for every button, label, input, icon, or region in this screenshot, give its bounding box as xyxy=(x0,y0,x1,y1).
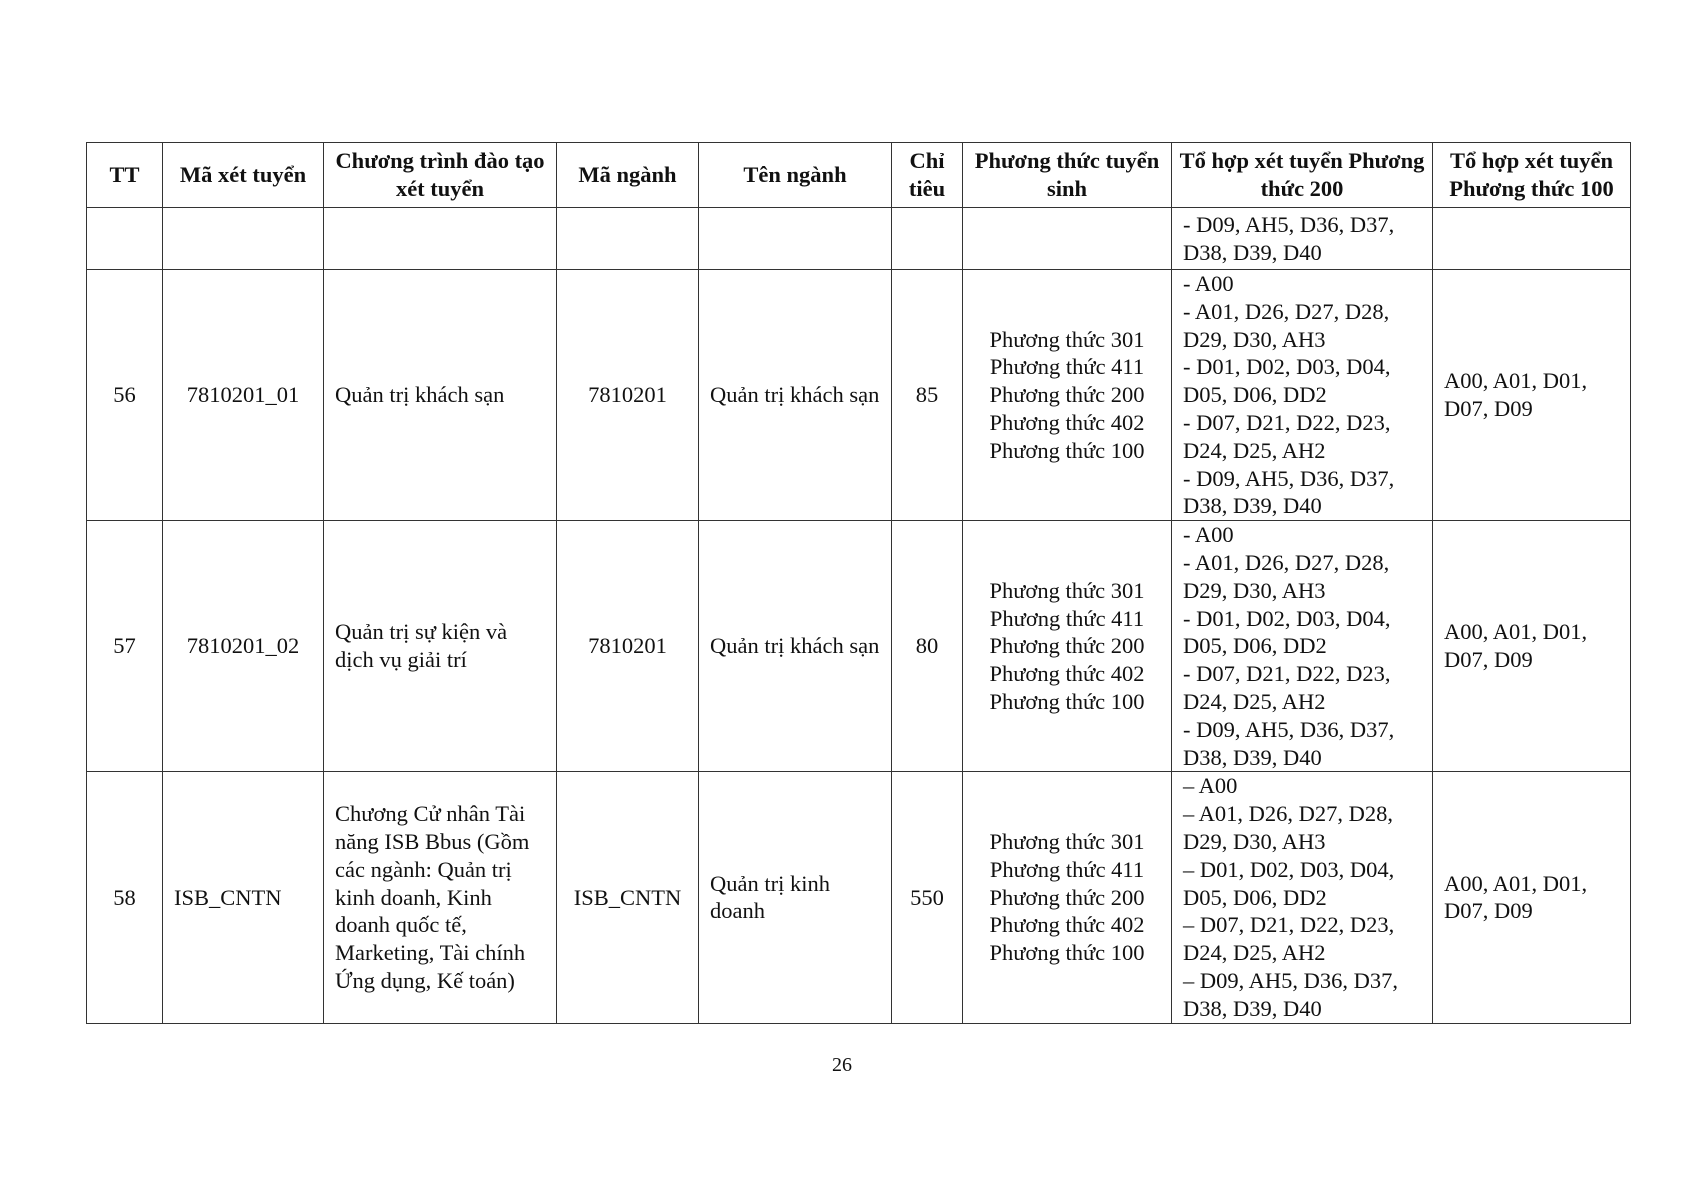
cell-to-hop-200 xyxy=(1172,521,1433,772)
header-ma-xet-tuyen: Mã xét tuyển xyxy=(163,143,324,208)
combo-line: D05, D06, DD2 xyxy=(1183,884,1327,910)
header-chuong-trinh: Chương trình đào tạo xét tuyển xyxy=(324,143,557,208)
combo-line: - A00 xyxy=(1183,271,1234,296)
cell-ma-nganh: ISB_CNTN xyxy=(557,772,699,1023)
header-ma-nganh: Mã ngành xyxy=(557,143,699,208)
combo-line: D29, D30, AH3 xyxy=(1183,577,1326,603)
combo-line: D05, D06, DD2 xyxy=(1183,633,1327,659)
cell-to-hop-100: A00, A01, D01, D07, D09 xyxy=(1433,521,1631,772)
combo-line: D38, D39, D40 xyxy=(1183,239,1322,265)
combo-line: - D07, D21, D22, D23, xyxy=(1183,409,1391,435)
combo-line: D24, D25, AH2 xyxy=(1183,940,1326,966)
combo-line: - D09, AH5, D36, D37, xyxy=(1183,211,1395,237)
method-line: Phương thức 100 xyxy=(989,940,1145,966)
cell-phuong-thuc xyxy=(963,208,1172,270)
admissions-table xyxy=(86,142,1631,1024)
cell-chi-tieu: 550 xyxy=(892,772,963,1023)
cell-phuong-thuc xyxy=(963,772,1172,1023)
combo-line: D38, D39, D40 xyxy=(1183,995,1322,1021)
combo-line: – D07, D21, D22, D23, xyxy=(1183,912,1395,938)
cell-tt: 58 xyxy=(87,772,163,1023)
combo-line: D29, D30, AH3 xyxy=(1183,326,1326,352)
method-line: Phương thức 402 xyxy=(989,409,1145,435)
cell-to-hop-100 xyxy=(1433,208,1631,270)
cell-ma-xet-tuyen xyxy=(163,208,324,270)
cell-phuong-thuc xyxy=(963,270,1172,521)
page-number: 26 xyxy=(832,1054,852,1076)
method-line: Phương thức 402 xyxy=(989,661,1145,687)
method-line: Phương thức 301 xyxy=(989,828,1145,854)
combo-line: D24, D25, AH2 xyxy=(1183,688,1326,714)
cell-ten-nganh xyxy=(699,208,892,270)
combo-line: D05, D06, DD2 xyxy=(1183,382,1327,408)
combo-line: D24, D25, AH2 xyxy=(1183,437,1326,463)
cell-to-hop-200 xyxy=(1172,270,1433,521)
combo-line: D38, D39, D40 xyxy=(1183,744,1322,770)
combo-line: - D01, D02, D03, D04, xyxy=(1183,605,1391,631)
header-row xyxy=(87,143,1631,208)
combo-line: - A01, D26, D27, D28, xyxy=(1183,549,1390,575)
header-tt: TT xyxy=(87,143,163,208)
combo-line: - A00 xyxy=(1183,522,1234,548)
combo-line: - D09, AH5, D36, D37, xyxy=(1183,465,1395,491)
cell-to-hop-100: A00, A01, D01, D07, D09 xyxy=(1433,772,1631,1023)
cell-chi-tieu: 80 xyxy=(892,521,963,772)
combo-line: – D09, AH5, D36, D37, xyxy=(1183,967,1399,993)
combo-line: - D09, AH5, D36, D37, xyxy=(1183,716,1395,742)
method-line: Phương thức 402 xyxy=(989,912,1145,938)
cell-ma-xet-tuyen: 7810201_02 xyxy=(163,521,324,772)
cell-ten-nganh: Quản trị kinh doanh xyxy=(699,772,892,1023)
method-line: Phương thức 301 xyxy=(989,577,1145,603)
cell-to-hop-100: A00, A01, D01, D07, D09 xyxy=(1433,270,1631,521)
cell-phuong-thuc xyxy=(963,521,1172,772)
header-phuong-thuc: Phương thức tuyển sinh xyxy=(963,143,1172,208)
method-line: Phương thức 411 xyxy=(989,856,1145,882)
header-to-hop-200: Tổ hợp xét tuyển Phương thức 200 xyxy=(1172,143,1433,208)
table-row xyxy=(87,270,1631,521)
combo-line: - D01, D02, D03, D04, xyxy=(1183,354,1391,380)
cell-to-hop-200 xyxy=(1172,772,1433,1023)
cell-ten-nganh: Quản trị khách sạn xyxy=(699,521,892,772)
header-ten-nganh: Tên ngành xyxy=(699,143,892,208)
cell-chi-tieu xyxy=(892,208,963,270)
cell-chuong-trinh xyxy=(324,208,557,270)
cell-ten-nganh: Quản trị khách sạn xyxy=(699,270,892,521)
combo-line: – A00 xyxy=(1183,773,1238,799)
cell-chuong-trinh: Quản trị sự kiện và dịch vụ giải trí xyxy=(324,521,557,772)
cell-chuong-trinh: Chương Cử nhân Tài năng ISB Bbus (Gồm các ngành: Quản trị kinh doanh, Kinh doanh quốc tế, Marketing, Tài chính Ứng dụng, Kế toán) xyxy=(324,772,557,1023)
combo-line: D29, D30, AH3 xyxy=(1183,828,1326,854)
method-line: Phương thức 200 xyxy=(989,884,1145,910)
cell-ma-xet-tuyen: ISB_CNTN xyxy=(163,772,324,1023)
combo-line: D38, D39, D40 xyxy=(1183,493,1322,519)
table-row xyxy=(87,772,1631,1023)
continuation-row xyxy=(87,208,1631,270)
method-line: Phương thức 100 xyxy=(989,437,1145,463)
cell-tt: 56 xyxy=(87,270,163,521)
header-to-hop-100: Tổ hợp xét tuyển Phương thức 100 xyxy=(1433,143,1631,208)
cell-ma-nganh: 7810201 xyxy=(557,521,699,772)
cell-tt xyxy=(87,208,163,270)
method-line: Phương thức 200 xyxy=(989,382,1145,408)
combo-line: - D07, D21, D22, D23, xyxy=(1183,661,1391,687)
cell-tt: 57 xyxy=(87,521,163,772)
header-chi-tieu: Chỉ tiêu xyxy=(892,143,963,208)
cell-ma-nganh: 7810201 xyxy=(557,270,699,521)
method-line: Phương thức 301 xyxy=(989,326,1145,352)
combo-line: – A01, D26, D27, D28, xyxy=(1183,801,1394,827)
table-row xyxy=(87,521,1631,772)
method-line: Phương thức 411 xyxy=(989,605,1145,631)
cell-ma-xet-tuyen: 7810201_01 xyxy=(163,270,324,521)
method-line: Phương thức 200 xyxy=(989,633,1145,659)
method-line: Phương thức 411 xyxy=(989,354,1145,380)
method-line: Phương thức 100 xyxy=(989,688,1145,714)
cell-chi-tieu: 85 xyxy=(892,270,963,521)
cell-ma-nganh xyxy=(557,208,699,270)
cell-to-hop-200 xyxy=(1172,208,1433,270)
cell-chuong-trinh: Quản trị khách sạn xyxy=(324,270,557,521)
combo-line: - A01, D26, D27, D28, xyxy=(1183,298,1390,324)
combo-line: – D01, D02, D03, D04, xyxy=(1183,856,1395,882)
